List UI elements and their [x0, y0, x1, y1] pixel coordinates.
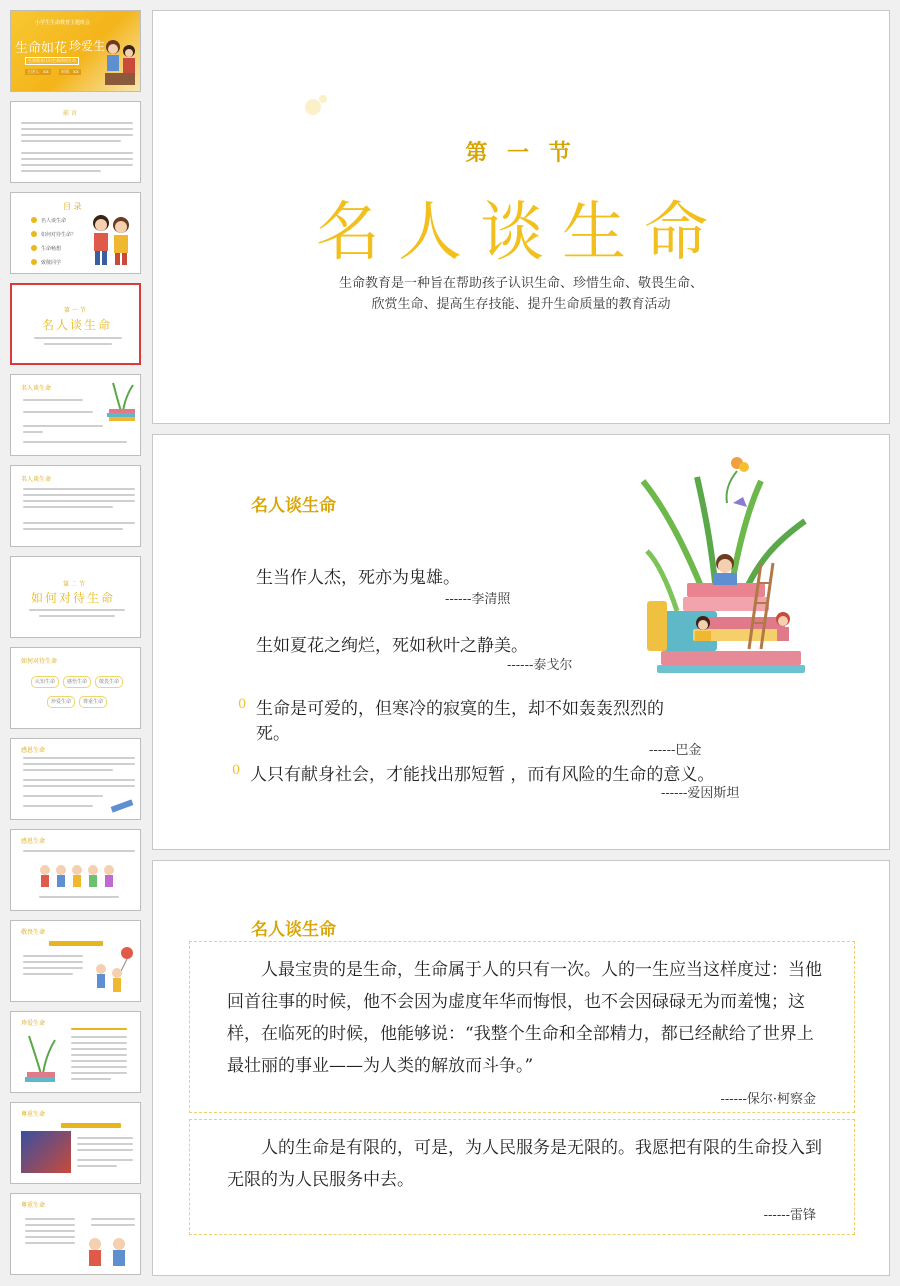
- quote-author-2: ------雷锋: [763, 1208, 816, 1223]
- cover-children-illustration: [99, 33, 139, 89]
- faint-decoration: [293, 87, 333, 127]
- toc-item-1: 名人谈生命: [41, 218, 67, 224]
- kids-illustration: [85, 209, 137, 269]
- quote-3-text-line2: 死。: [256, 724, 290, 744]
- slide-thumbnail-5[interactable]: [10, 374, 141, 456]
- slide-thumbnail-3[interactable]: [10, 192, 141, 274]
- pencil-icon: [109, 795, 137, 815]
- pill-1: 认知生命: [31, 676, 59, 688]
- pill-3: 敬畏生命: [95, 676, 123, 688]
- quote-4-text: 人只有献身社会，才能找出那短暂 ，而有风险的生命的意义。: [250, 765, 715, 785]
- description-line-2: 欣赏生命、提高生存技能、提升生命质量的教育活动: [371, 297, 671, 312]
- thumb-title: 尊重生命: [21, 1202, 46, 1209]
- section-title: 名人谈生命: [316, 196, 726, 270]
- thumb-small: 第 二 节: [63, 581, 85, 588]
- pill-5: 尊重生命: [79, 696, 107, 708]
- bullet-icon: 0: [232, 763, 241, 778]
- thumb-title: 如何对待生命: [21, 658, 58, 665]
- thumb-title: 尊重生命: [21, 1111, 46, 1118]
- slide-section-cover: [152, 10, 890, 424]
- quote-4-author: ------爱因斯坦: [661, 786, 740, 801]
- thumb-title: 珍爱生命: [21, 1020, 46, 1027]
- slide-thumbnail-2[interactable]: [10, 101, 141, 183]
- cover-title-a: 生命如花: [15, 41, 68, 56]
- slide-thumbnail-1[interactable]: [10, 10, 141, 92]
- thumb-big: 名人谈生命: [42, 318, 113, 332]
- thumb-title: 前 言: [63, 110, 77, 117]
- books-plant-illustration: [103, 381, 139, 421]
- slide-thumbnail-9[interactable]: [10, 738, 141, 820]
- slide-thumbnail-8[interactable]: [10, 647, 141, 729]
- books-plant-illustration: [637, 451, 817, 673]
- quote-3-text-line1: 生命是可爱的，但寒冷的寂寞的生，却不如轰轰烈烈的: [256, 699, 664, 719]
- slide-thumbnail-10[interactable]: [10, 829, 141, 911]
- cover-sub-label: 生命教育认识生命珍惜生命: [25, 57, 79, 65]
- thumb-title: 感恩生命: [21, 747, 46, 754]
- thumb-small: 第 一 节: [64, 307, 86, 314]
- bullet-icon: 0: [238, 697, 247, 712]
- plant-books-illustration: [21, 1030, 61, 1086]
- slide-thumbnail-11[interactable]: [10, 920, 141, 1002]
- thumb-title: 敬畏生命: [21, 929, 46, 936]
- thumb-title: 名人谈生命: [21, 476, 52, 483]
- slide-thumbnail-7[interactable]: [10, 556, 141, 638]
- slide-thumbnail-panel: [0, 0, 148, 1286]
- slide-thumbnail-4[interactable]: [10, 283, 141, 365]
- cover-tag-2: 时间：XX: [61, 69, 79, 74]
- quote-box-2: [189, 1119, 855, 1235]
- cover-title-b: 珍爱生: [69, 39, 106, 53]
- children-row-illustration: [37, 862, 121, 890]
- thumb-title: 感恩生命: [21, 838, 46, 845]
- cover-tag-1: 主讲人：XX: [27, 69, 49, 74]
- cover-top-label: 小学生生命教育主题班会: [35, 20, 91, 26]
- quote-3-author: ------巴金: [649, 743, 702, 758]
- slide-quotes-2: [152, 860, 890, 1276]
- quote-box-1: [189, 941, 855, 1113]
- quote-paragraph-1: 人最宝贵的是生命，生命属于人的只有一次。人的一生应当这样度过：当他回首往事的时候，他不会因为虚度年华而悔恨，也不会因碌碌无为而羞愧；这样，在临死的时候，他能够说：“我整个生命和全部精力，都已经献给了世界上最壮丽的事业——为人类的解放而斗争。”: [227, 960, 822, 1076]
- quote-1-text: 生当作人杰，死亦为鬼雄。: [256, 568, 460, 588]
- slide-thumbnail-14[interactable]: [10, 1193, 141, 1275]
- toc-item-2: 如何对待生命？: [41, 232, 77, 238]
- pill-2: 感悟生命: [63, 676, 91, 688]
- slide-thumbnail-13[interactable]: [10, 1102, 141, 1184]
- quote-paragraph-2: 人的生命是有限的，可是，为人民服务是无限的。我愿把有限的生命投入到无限的为人民服务中去。: [227, 1138, 822, 1190]
- section-label: 第 一 节: [465, 140, 577, 166]
- pill-4: 珍爱生命: [47, 696, 75, 708]
- toc-item-4: 致敬同学: [41, 260, 62, 266]
- slide-heading: 名人谈生命: [251, 496, 336, 516]
- section-description: [153, 273, 889, 315]
- quote-1-author: ------李清照: [445, 592, 511, 607]
- thumb-big: 如何对待生命: [31, 591, 116, 605]
- slide-heading: 名人谈生命: [251, 920, 336, 940]
- slide-thumbnail-6[interactable]: [10, 465, 141, 547]
- reading-kids-illustration: [81, 1234, 135, 1272]
- photo-placeholder: [21, 1131, 71, 1173]
- thumb-title: 目 录: [63, 202, 82, 211]
- slide-quotes-1: [152, 434, 890, 850]
- quote-2-text: 生如夏花之绚烂，死如秋叶之静美。: [256, 636, 528, 656]
- quote-2-author: ------泰戈尔: [507, 658, 573, 673]
- toc-item-3: 生命畅想: [41, 246, 62, 252]
- description-line-1: 生命教育是一种旨在帮助孩子认识生命、珍惜生命、敬畏生命、: [338, 276, 703, 291]
- balloon-kids-illustration: [89, 945, 137, 997]
- quote-author-1: ------保尔·柯察金: [720, 1092, 816, 1107]
- slide-thumbnail-12[interactable]: [10, 1011, 141, 1093]
- thumb-title: 名人谈生命: [21, 385, 52, 392]
